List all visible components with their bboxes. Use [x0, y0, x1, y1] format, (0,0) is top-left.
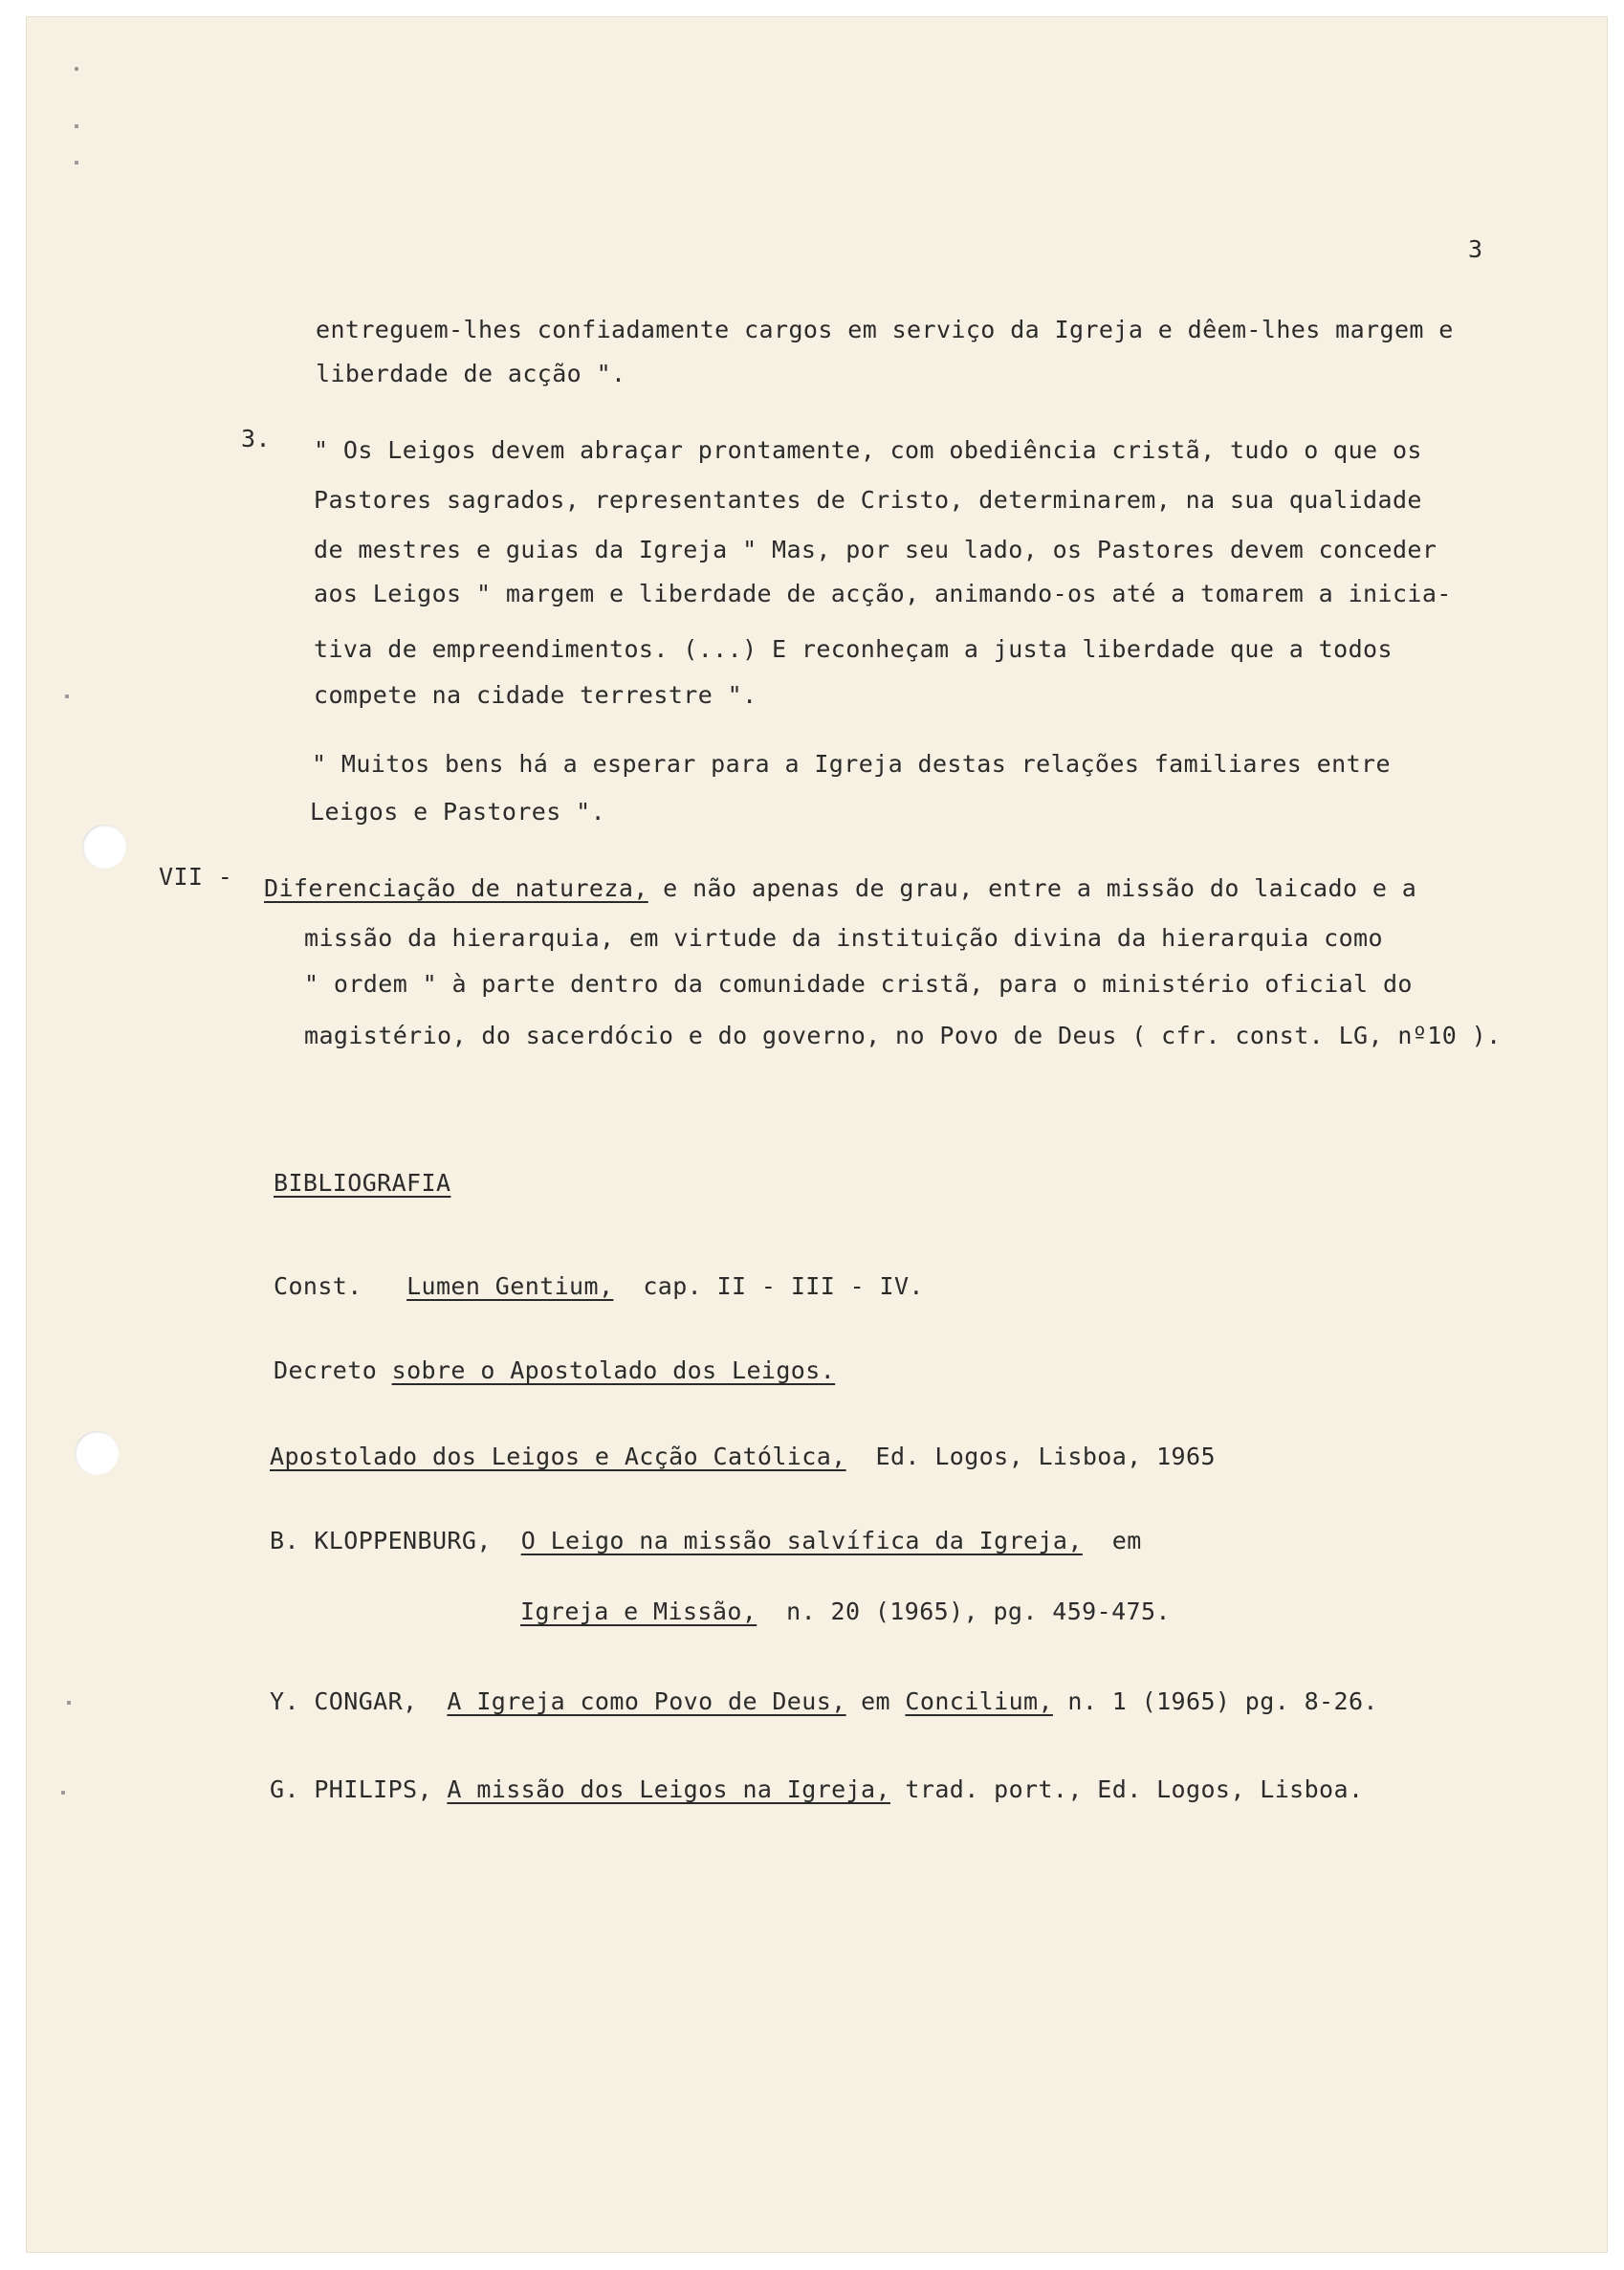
- scan-speck: [67, 1701, 71, 1705]
- scan-speck: [75, 161, 78, 165]
- section-vii-line-4: magistério, do sacerdócio e do governo, no Povo de Deus ( cfr. const. LG, nº10 ).: [304, 1022, 1502, 1049]
- section-numeral: VII -: [159, 863, 233, 891]
- bib-entry-5-rest: n. 1 (1965) pg. 8-26.: [1067, 1687, 1378, 1715]
- punch-hole-top: [82, 825, 126, 869]
- bib-entry-5-em: em: [861, 1687, 890, 1715]
- continuation-line-1: entreguem-lhes confiadamente cargos em serviço da Igreja e dêem-lhes margem e: [316, 316, 1454, 343]
- item3-line-5: tiva de empreendimentos. (...) E reconheçam a justa liberdade que a todos: [314, 635, 1393, 663]
- scan-speck: [75, 124, 78, 128]
- document-page: [27, 17, 1607, 2252]
- bib-entry-5-author: Y. CONGAR,: [270, 1687, 418, 1715]
- item-number: 3.: [241, 425, 271, 452]
- section-vii-line-3: " ordem " à parte dentro da comunidade cristã, para o ministério oficial do: [304, 970, 1413, 998]
- bib-entry-5-title: A Igreja como Povo de Deus,: [447, 1687, 846, 1715]
- bib-entry-6-title: A missão dos Leigos na Igreja,: [447, 1775, 890, 1803]
- quote-line-1: " Muitos bens há a esperar para a Igreja destas relações familiares entre: [312, 750, 1391, 778]
- bib-entry-1: [274, 1272, 924, 1301]
- bib-entry-3-title: Apostolado dos Leigos e Acção Católica,: [270, 1443, 846, 1470]
- bib-entry-4-rest: n. 20 (1965), pg. 459-475.: [786, 1598, 1171, 1625]
- bib-entry-1-title: Lumen Gentium,: [406, 1272, 614, 1300]
- bib-entry-6-author: G. PHILIPS,: [270, 1775, 432, 1803]
- scan-speck: [75, 67, 78, 71]
- bib-entry-4-author: B. KLOPPENBURG,: [270, 1527, 492, 1554]
- page-number: 3: [1468, 235, 1483, 263]
- scan-speck: [61, 1791, 65, 1795]
- bib-entry-4-title: O Leigo na missão salvífica da Igreja,: [520, 1527, 1083, 1554]
- continuation-line-2: liberdade de acção ".: [316, 360, 626, 387]
- bib-entry-2: [274, 1356, 835, 1385]
- section-vii-line-1: [264, 874, 1416, 903]
- bib-entry-4-journal: Igreja e Missão,: [520, 1598, 757, 1625]
- punch-hole-bottom: [75, 1431, 119, 1475]
- bib-entry-6: [270, 1775, 1363, 1804]
- bib-entry-1-rest: cap. II - III - IV.: [643, 1272, 924, 1300]
- item3-line-3: de mestres e guias da Igreja " Mas, por seu lado, os Pastores devem conceder: [314, 536, 1437, 563]
- item3-line-2: Pastores sagrados, representantes de Cristo, determinarem, na sua qualidade: [314, 486, 1422, 514]
- section-vii-line-1-rest: e não apenas de grau, entre a missão do laicado e a: [647, 874, 1417, 902]
- bib-entry-4-em: em: [1111, 1527, 1142, 1554]
- bib-entry-4: [270, 1527, 1142, 1555]
- quote-line-2: Leigos e Pastores ".: [310, 798, 606, 826]
- section-heading: Diferenciação de natureza,: [264, 874, 648, 902]
- item3-line-1: " Os Leigos devem abraçar prontamente, com obediência cristã, tudo o que os: [314, 436, 1422, 464]
- bibliography-heading: BIBLIOGRAFIA: [274, 1169, 451, 1197]
- bib-entry-2-prefix: Decreto: [274, 1356, 378, 1384]
- item3-line-6: compete na cidade terrestre ".: [314, 681, 757, 709]
- bib-entry-6-rest: trad. port., Ed. Logos, Lisboa.: [905, 1775, 1364, 1803]
- scan-speck: [65, 694, 69, 698]
- bib-entry-4-line-2: [520, 1598, 1171, 1626]
- bib-entry-5-journal: Concilium,: [905, 1687, 1053, 1715]
- item3-line-4: aos Leigos " margem e liberdade de acção, animando-os até a tomarem a inicia-: [314, 580, 1452, 607]
- section-vii-line-2: missão da hierarquia, em virtude da instituição divina da hierarquia como: [304, 924, 1383, 952]
- bib-entry-2-title: sobre o Apostolado dos Leigos.: [391, 1356, 836, 1384]
- bib-entry-3-rest: Ed. Logos, Lisboa, 1965: [875, 1443, 1216, 1470]
- bib-entry-5: [270, 1687, 1378, 1716]
- bib-entry-1-prefix: Const.: [274, 1272, 362, 1300]
- bib-entry-3: [270, 1443, 1216, 1471]
